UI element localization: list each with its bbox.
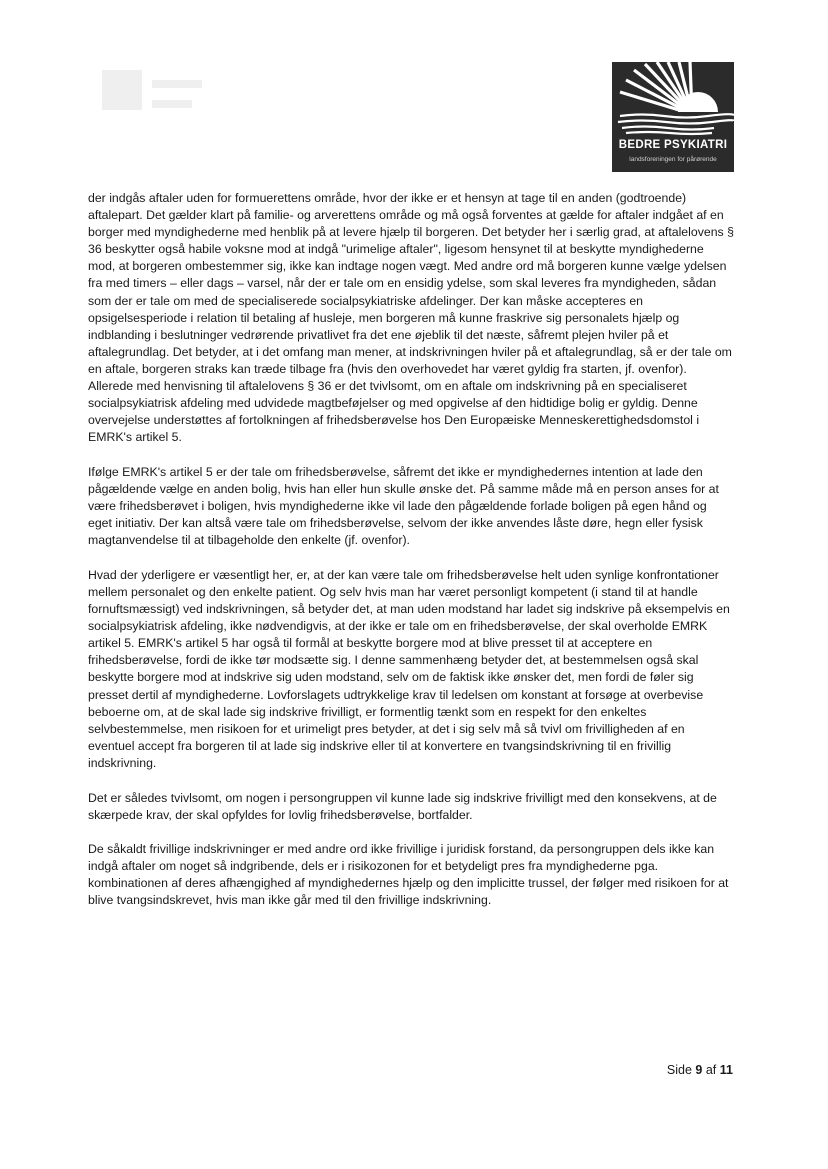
- page-prefix: Side: [666, 1063, 692, 1077]
- paragraph: Ifølge EMRK's artikel 5 er der tale om frihedsberøvelse, såfremt det ikke er myndighedernes intention at lade den pågældende vælge en anden bolig, hvis han eller hun skulle ønske det. På samme måde må en person anses for at være frihedsberøvet i boligen, hvis myndighederne ikke vil lade den pågældende forlade boligen på egen hånd og eget initiativ. Der kan altså være tale om frihedsberøvelse, selvom der ikke anvendes låste døre, hegn eller fysisk magtanvendelse til at tilbageholde den enkelte (jf. ovenfor).: [88, 464, 719, 548]
- paragraph: Hvad der yderligere er væsentligt her, er, at der kan være tale om frihedsberøvelse helt uden synlige konfrontationer mellem personalet og den enkelte patient. Og selv hvis man har været personligt kompetent (i stand til at handle fornuftsmæssigt) ved indskrivningen, så betyder det, at man uden modstand har ladet sig indskrive på eksempelvis en socialpsykiatrisk afdeling, ikke nødvendigvis, at der ikke er tale om en frihedsberøvelse, der skal overholde EMRK artikel 5. EMRK's artikel 5 har også til formål at beskytte borgere mod at blive presset til at acceptere en frihedsberøvelse, fordi de ikke tør modsætte sig. I denne sammenhæng betyder det, at bestemmelsen også skal beskytte borgere mod at indskrive sig uden modstand, selv om de faktisk ikke ønsker det, men fordi de føler sig presset dertil af myndighederne. Lovforslagets udtrykkelige krav til ledelsen om konstant at forsøge at overbevise beboerne om, at de skal lade sig indskrive frivilligt, er formentlig tænkt som en respekt for den enkeltes selvbestemmelse, men risikoen for et urimeligt pres betyder, at det i sig selv må så tvivl om frivilligheden af en eventuel accept fra borgeren til at lade sig indskrive eller til at konvertere en tvangsindskrivning til en frivillig indskrivning.: [88, 567, 730, 770]
- organization-logo: [612, 62, 734, 172]
- sunrise-icon: [612, 62, 734, 138]
- paragraph: der indgås aftaler uden for formuerettens område, hvor der ikke er et hensyn at tage til en anden (godtroende) aftalepart. Det gælder klart på familie- og arverettens område og må også forventes at gælde for aftaler indgået af en borger med myndighederne med henblik på at levere hjælp til borgeren. Det betyder her i særlig grad, at aftalelovens § 36 beskytter også habile voksne mod at indgå "urimelige aftaler", ligesom hensynet til at beskytte myndighederne mod, at borgeren ombestemmer sig, ikke kan indtage nogen vægt. Med andre ord må borgeren kunne vælge ydelsen fra med timers – eller dags – varsel, når der er tale om en ensidig ydelse, som skal leveres fra myndigheden, sådan som der er tale om med de specialiserede socialpsykiatriske afdelinger. Der kan måske accepteres en opsigelsesperiode i relation til betaling af husleje, men borgeren må kunne fraskrive sig personalets hjælp og indblanding i beslutninger vedrørende privatlivet fra det ene øjeblik til det næste, såfremt plejen hviler på et aftalegrundlag. Det betyder, at i det omfang man mener, at indskrivningen hviler på et aftalegrundlag, så er der tale om en aftale, borgeren straks kan træde tilbage fra (hvis den overhovedet har været gyldig fra starten, jf. ovenfor). Allerede med henvisning til aftalelovens § 36 er det tvivlsomt, om en aftale om indskrivning på en specialiseret socialpsykiatrisk afdeling med udvidede magtbeføjelser og med opgivelse af den hidtidige bolig er gyldig. Denne overvejelse understøttes af fortolkningen af frihedsberøvelse hos Den Europæiske Menneskerettighedsdomstol i EMRK's artikel 5.: [88, 191, 734, 445]
- page-number: [667, 1063, 733, 1077]
- page-of-word: af: [705, 1063, 717, 1077]
- paragraph: De såkaldt frivillige indskrivninger er med andre ord ikke frivillige i juridisk forstand, da persongruppen dels ikke kan indgå aftaler om noget så indgribende, dels er i risikozonen for et betydeligt pres fra myndighederne pga. kombinationen af deres afhængighed af myndighedernes hjælp og den implicitte trussel, der følger med risikoen for at blive tvangsindskrevet, hvis man ikke går med til den frivillige indskrivning.: [88, 842, 729, 908]
- total-pages: 11: [719, 1063, 733, 1077]
- logo-name: BEDRE PSYKIATRI: [618, 139, 728, 151]
- current-page: 9: [695, 1063, 703, 1077]
- body-text: [88, 190, 734, 927]
- faint-watermark: [92, 60, 212, 170]
- paragraph: Det er således tvivlsomt, om nogen i persongruppen vil kunne lade sig indskrive frivilligt med den konsekvens, at de skærpede krav, der skal opfyldes for lovlig frihedsberøvelse, bortfalder.: [88, 790, 717, 822]
- logo-tagline: landsforeningen for pårørende: [629, 156, 717, 163]
